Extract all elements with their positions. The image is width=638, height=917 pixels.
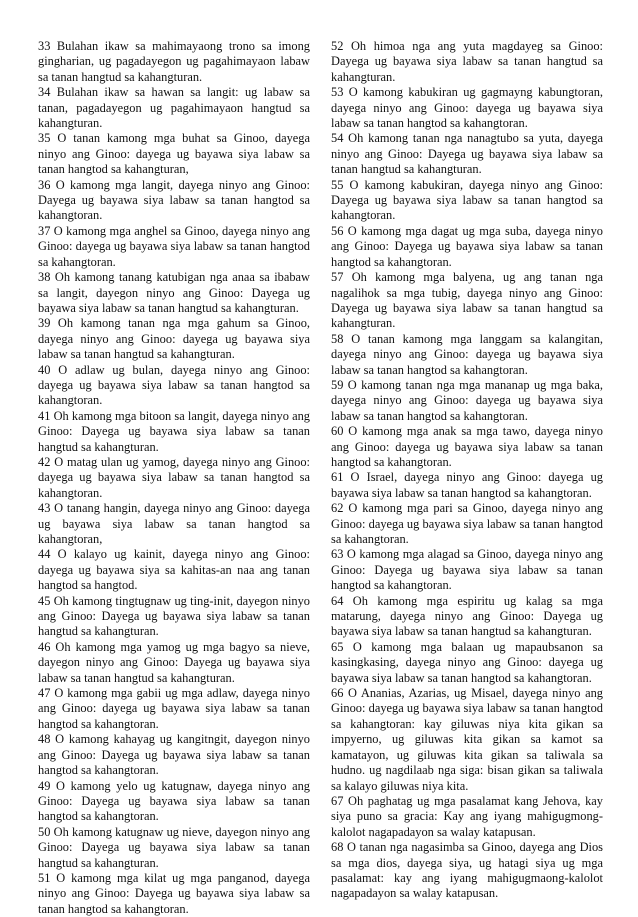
verse-59: 59 O kamong tanan nga mga mananap ug mga baka, dayega ninyo ang Ginoo: dayega ug bayawa siya labaw sa tanan hangtod sa kahangtoran. <box>331 377 603 423</box>
verse-39: 39 Oh kamong tanan nga mga gahum sa Ginoo, dayega ninyo ang Ginoo: dayega ug bayawa siya labaw sa tanan hangtud sa kahangturan. <box>38 316 310 362</box>
verse-58: 58 O tanan kamong mga langgam sa kalangitan, dayega ninyo ang Ginoo: dayega ug bayawa siya labaw sa tanan hangtod sa kahangtoran. <box>331 331 603 377</box>
verse-48: 48 O kamong kahayag ug kangitngit, dayegon ninyo ang Ginoo: Dayega ug bayawa siya labaw sa tanan hangtod sa kahangtoran. <box>38 732 310 778</box>
verse-45: 45 Oh kamong tingtugnaw ug ting-init, dayegon ninyo ang Ginoo: Dayega ug bayawa siya labaw sa tanan hangtud sa kahangturan. <box>38 593 310 639</box>
verse-51: 51 O kamong mga kilat ug mga panganod, dayega ninyo ang Ginoo: Dayega ug bayawa siya labaw sa tanan hangtod sa kahangtoran. <box>38 870 310 916</box>
verse-63: 63 O kamong mga alagad sa Ginoo, dayega ninyo ang Ginoo: Dayega ug bayawa siya labaw sa tanan hangtod sa kahangtoran. <box>331 547 603 593</box>
verse-47: 47 O kamong mga gabii ug mga adlaw, dayega ninyo ang Ginoo: dayega ug bayawa siya labaw sa tanan hangtod sa kahangtoran. <box>38 686 310 731</box>
verse-64: 64 Oh kamong mga espiritu ug kalag sa mga matarung, dayega ninyo ang Ginoo: Dayega ug bayawa siya labaw sa tanan hangtud sa kahangturan. <box>331 593 603 639</box>
verse-67: 67 Oh paghatag ug mga pasalamat kang Jehova, kay siya puno sa gracia: Kay ang iyang mahigugmong-kalolot nagapadayon sa walay katapusan. <box>331 793 603 839</box>
verse-66: 66 O Ananias, Azarias, ug Misael, dayega ninyo ang Ginoo: dayega ug bayawa siya labaw sa tanan hangtod sa kahangtoran: kay giluwas niya kita gikan sa impyerno, ug giluwas kita gikan sa kamot sa kamatayon, ug giluwas kita gikan sa taliwala sa hudno. ug nagdilaab nga siga: bisan gikan sa taliwala sa kalayo giluwas niya kita. <box>331 686 603 793</box>
verse-49: 49 O kamong yelo ug katugnaw, dayega ninyo ang Ginoo: Dayega ug bayawa siya labaw sa tanan hangtod sa kahangtoran. <box>38 778 310 824</box>
verse-52: 52 Oh himoa nga ang yuta magdayeg sa Ginoo: Dayega ug bayawa siya labaw sa tanan hangtud sa kahangturan. <box>331 39 603 84</box>
verse-46: 46 Oh kamong mga yamog ug mga bagyo sa nieve, dayegon ninyo ang Ginoo: Dayega ug bayawa siya labaw sa tanan hangtud sa kahangturan. <box>38 639 310 685</box>
verse-40: 40 O adlaw ug bulan, dayega ninyo ang Ginoo: dayega ug bayawa siya labaw sa tanan hangtod sa kahangtoran. <box>38 362 310 408</box>
verse-42: 42 O matag ulan ug yamog, dayega ninyo ang Ginoo: dayega ug bayawa siya labaw sa tanan hangtod sa kahangtoran. <box>38 454 310 500</box>
verse-41: 41 Oh kamong mga bitoon sa langit, dayega ninyo ang Ginoo: Dayega ug bayawa siya labaw sa tanan hangtud sa kahangturan. <box>38 408 310 454</box>
verse-60: 60 O kamong mga anak sa mga tawo, dayega ninyo ang Ginoo: dayega ug bayawa siya labaw sa tanan hangtod sa kahangtoran. <box>331 424 603 469</box>
verse-61: 61 O Israel, dayega ninyo ang Ginoo: dayega ug bayawa siya labaw sa tanan hangtod sa kahangtoran. <box>331 470 603 500</box>
verse-53: 53 O kamong kabukiran ug gagmayng kabungtoran, dayega ninyo ang Ginoo: dayega ug bayawa siya labaw sa tanan hangtod sa kahangtoran. <box>331 85 603 131</box>
left-column <box>38 39 310 917</box>
verse-57: 57 Oh kamong mga balyena, ug ang tanan nga nagalihok sa mga tubig, dayega ninyo ang Ginoo: Dayega ug bayawa siya labaw sa tanan hangtud sa kahangturan. <box>331 270 603 331</box>
verse-54: 54 Oh kamong tanan nga nanagtubo sa yuta, dayega ninyo ang Ginoo: Dayega ug bayawa siya labaw sa tanan hangtud sa kahangturan. <box>331 131 603 177</box>
right-column <box>331 39 603 902</box>
verse-55: 55 O kamong kabukiran, dayega ninyo ang Ginoo: Dayega ug bayawa siya labaw sa tanan hangtod sa kahangtoran. <box>331 177 603 223</box>
verse-35: 35 O tanan kamong mga buhat sa Ginoo, dayega ninyo ang Ginoo: dayega ug bayawa siya labaw sa tanan hangtod sa kahangturan, <box>38 131 310 177</box>
verse-34: 34 Bulahan ikaw sa hawan sa langit: ug labaw sa tanan, pagadayegon ug pagahimayaon hangtud sa kahangturan. <box>38 85 310 131</box>
verse-62: 62 O kamong mga pari sa Ginoo, dayega ninyo ang Ginoo: dayega ug bayawa siya labaw sa tanan hangtod sa kahangtoran. <box>331 501 603 546</box>
verse-50: 50 Oh kamong katugnaw ug nieve, dayegon ninyo ang Ginoo: Dayega ug bayawa siya labaw sa tanan hangtud sa kahangturan. <box>38 824 310 870</box>
verse-37: 37 O kamong mga anghel sa Ginoo, dayega ninyo ang Ginoo: dayega ug bayawa siya labaw sa tanan hangtod sa kahangtoran. <box>38 223 310 269</box>
verse-38: 38 Oh kamong tanang katubigan nga anaa sa ibabaw sa langit, dayegon ninyo ang Ginoo: Dayega ug bayawa siya labaw sa tanan hangtud sa kahangturan. <box>38 270 310 315</box>
verse-56: 56 O kamong mga dagat ug mga suba, dayega ninyo ang Ginoo: Dayega ug bayawa siya labaw sa tanan hangtod sa kahangtoran. <box>331 223 603 269</box>
verse-65: 65 O kamong mga balaan ug mapaubsanon sa kasingkasing, dayega ninyo ang Ginoo: dayega ug bayawa siya labaw sa tanan hangtod sa kahangtoran. <box>331 639 603 685</box>
verse-43: 43 O tanang hangin, dayega ninyo ang Ginoo: dayega ug bayawa siya labaw sa tanan hangtod sa kahangtoran, <box>38 501 310 546</box>
verse-68: 68 O tanan nga nagasimba sa Ginoo, dayega ang Dios sa mga dios, dayega siya, ug hatagi siya ug mga pasalamat: kay ang iyang mahigugmaong-kalolot nagapadayon sa walay katapusan. <box>331 840 603 901</box>
verse-44: 44 O kalayo ug kainit, dayega ninyo ang Ginoo: dayega ug bayawa siya sa kahitas-an naa ang tanan hangtod sa hangtod. <box>38 547 310 593</box>
verse-36: 36 O kamong mga langit, dayega ninyo ang Ginoo: Dayega ug bayawa siya labaw sa tanan hangtod sa kahangtoran. <box>38 177 310 223</box>
verse-33: 33 Bulahan ikaw sa mahimayaong trono sa imong gingharian, ug pagadayegon ug pagahimayaon labaw sa tanan hangtud sa kahangturan. <box>38 39 310 84</box>
